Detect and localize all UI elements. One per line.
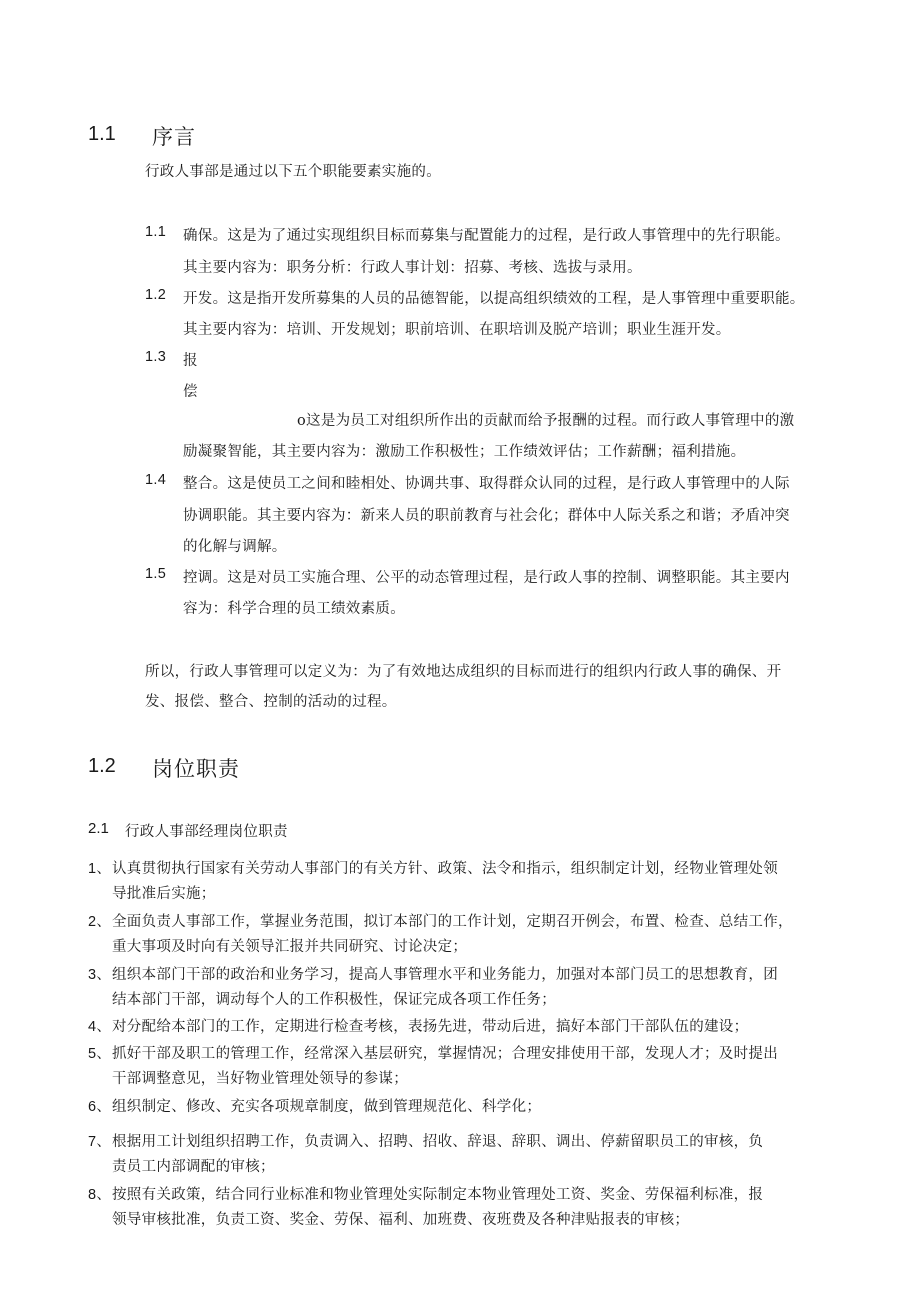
item-line: 协调职能。其主要内容为：新来人员的职前教育与社会化；群体中人际关系之和谐；矛盾冲突 — [183, 508, 790, 524]
item-line: 其主要内容为：职务分析：行政人事计划：招募、考核、选拔与录用。 — [183, 260, 642, 276]
item-line: 其主要内容为：培训、开发规划；职前培训、在职培训及脱产培训；职业生涯开发。 — [183, 322, 731, 338]
section-1-intro: 行政人事部是通过以下五个职能要素实施的。 — [145, 164, 441, 180]
duty-line: 重大事项及时向有关领导汇报并共同研究、讨论决定； — [112, 939, 468, 955]
subsection-title: 行政人事部经理岗位职责 — [125, 824, 288, 840]
item-line: 确保。这是为了通过实现组织目标而募集与配置能力的过程，是行政人事管理中的先行职能。 — [183, 228, 790, 244]
duty-line: 根据用工计划组织招聘工作，负责调入、招聘、招收、辞退、辞职、调出、停薪留职员工的审核，负 — [112, 1134, 764, 1150]
duty-number: 8、 — [88, 1187, 112, 1203]
item-number: 1.3 — [145, 349, 167, 365]
item-number: 1.1 — [145, 224, 167, 240]
subsection-number: 2.1 — [88, 820, 109, 837]
duty-number: 1、 — [88, 861, 112, 877]
duty-line: 导批准后实施； — [112, 886, 216, 902]
item-line: 整合。这是使员工之间和睦相处、协调共事、取得群众认同的过程，是行政人事管理中的人际 — [183, 476, 790, 492]
duty-line: 结本部门干部，调动每个人的工作积极性，保证完成各项工作任务； — [112, 992, 556, 1008]
duty-number: 6、 — [88, 1099, 112, 1115]
duty-line: 组织制定、修改、充实各项规章制度，做到管理规范化、科学化； — [112, 1099, 542, 1115]
conclusion-line: 所以，行政人事管理可以定义为：为了有效地达成组织的目标而进行的组织内行政人事的确保、开 — [145, 664, 782, 680]
item-line: 报 — [183, 353, 198, 369]
item-line: 偿 — [183, 384, 198, 400]
duty-number: 2、 — [88, 914, 112, 930]
item-line: 的化解与调解。 — [183, 539, 287, 555]
item-number: 1.5 — [145, 566, 167, 582]
duty-line: 组织本部门干部的政治和业务学习，提高人事管理水平和业务能力，加强对本部门员工的思想教育，团 — [112, 967, 778, 983]
duty-number: 5、 — [88, 1046, 112, 1062]
item-line: 开发。这是指开发所募集的人员的品德智能，以提高组织绩效的工程，是人事管理中重要职能。 — [183, 291, 805, 307]
conclusion-line: 发、报偿、整合、控制的活动的过程。 — [145, 694, 397, 710]
item-line: o这是为员工对组织所作出的贡献而给予报酬的过程。而行政人事管理中的激 — [297, 413, 795, 429]
duty-line: 全面负责人事部工作，掌握业务范围，拟订本部门的工作计划，定期召开例会，布置、检查、总结工作， — [112, 914, 793, 930]
duty-number: 4、 — [88, 1019, 112, 1035]
section-2-title: 岗位职责 — [152, 757, 240, 781]
item-number: 1.4 — [145, 472, 167, 488]
duty-line: 抓好干部及职工的管理工作，经常深入基层研究，掌握情况；合理安排使用干部，发现人才；及时提出 — [112, 1046, 778, 1062]
duty-number: 3、 — [88, 967, 112, 983]
item-number: 1.2 — [145, 287, 167, 303]
section-1-number: 1.1 — [88, 123, 116, 145]
duty-line: 领导审核批准，负责工资、奖金、劳保、福利、加班费、夜班费及各种津贴报表的审核； — [112, 1212, 690, 1228]
duty-number: 7、 — [88, 1134, 112, 1150]
section-1-title: 序言 — [152, 125, 196, 149]
item-line: 控调。这是对员工实施合理、公平的动态管理过程，是行政人事的控制、调整职能。其主要内 — [183, 570, 790, 586]
item-line: 容为：科学合理的员工绩效素质。 — [183, 601, 405, 617]
duty-line: 干部调整意见，当好物业管理处领导的参谋； — [112, 1071, 408, 1087]
duty-line: 按照有关政策，结合同行业标准和物业管理处实际制定本物业管理处工资、奖金、劳保福利标准，报 — [112, 1187, 764, 1203]
item-line: 励凝聚智能，其主要内容为：激励工作积极性；工作绩效评估；工作薪酬；福利措施。 — [183, 444, 746, 460]
duty-line: 对分配给本部门的工作，定期进行检查考核，表扬先进，带动后进，搞好本部门干部队伍的建设； — [112, 1019, 749, 1035]
duty-line: 认真贯彻执行国家有关劳动人事部门的有关方针、政策、法令和指示，组织制定计划，经物业管理处领 — [112, 861, 778, 877]
section-2-number: 1.2 — [88, 755, 116, 777]
duty-line: 责员工内部调配的审核； — [112, 1159, 275, 1175]
